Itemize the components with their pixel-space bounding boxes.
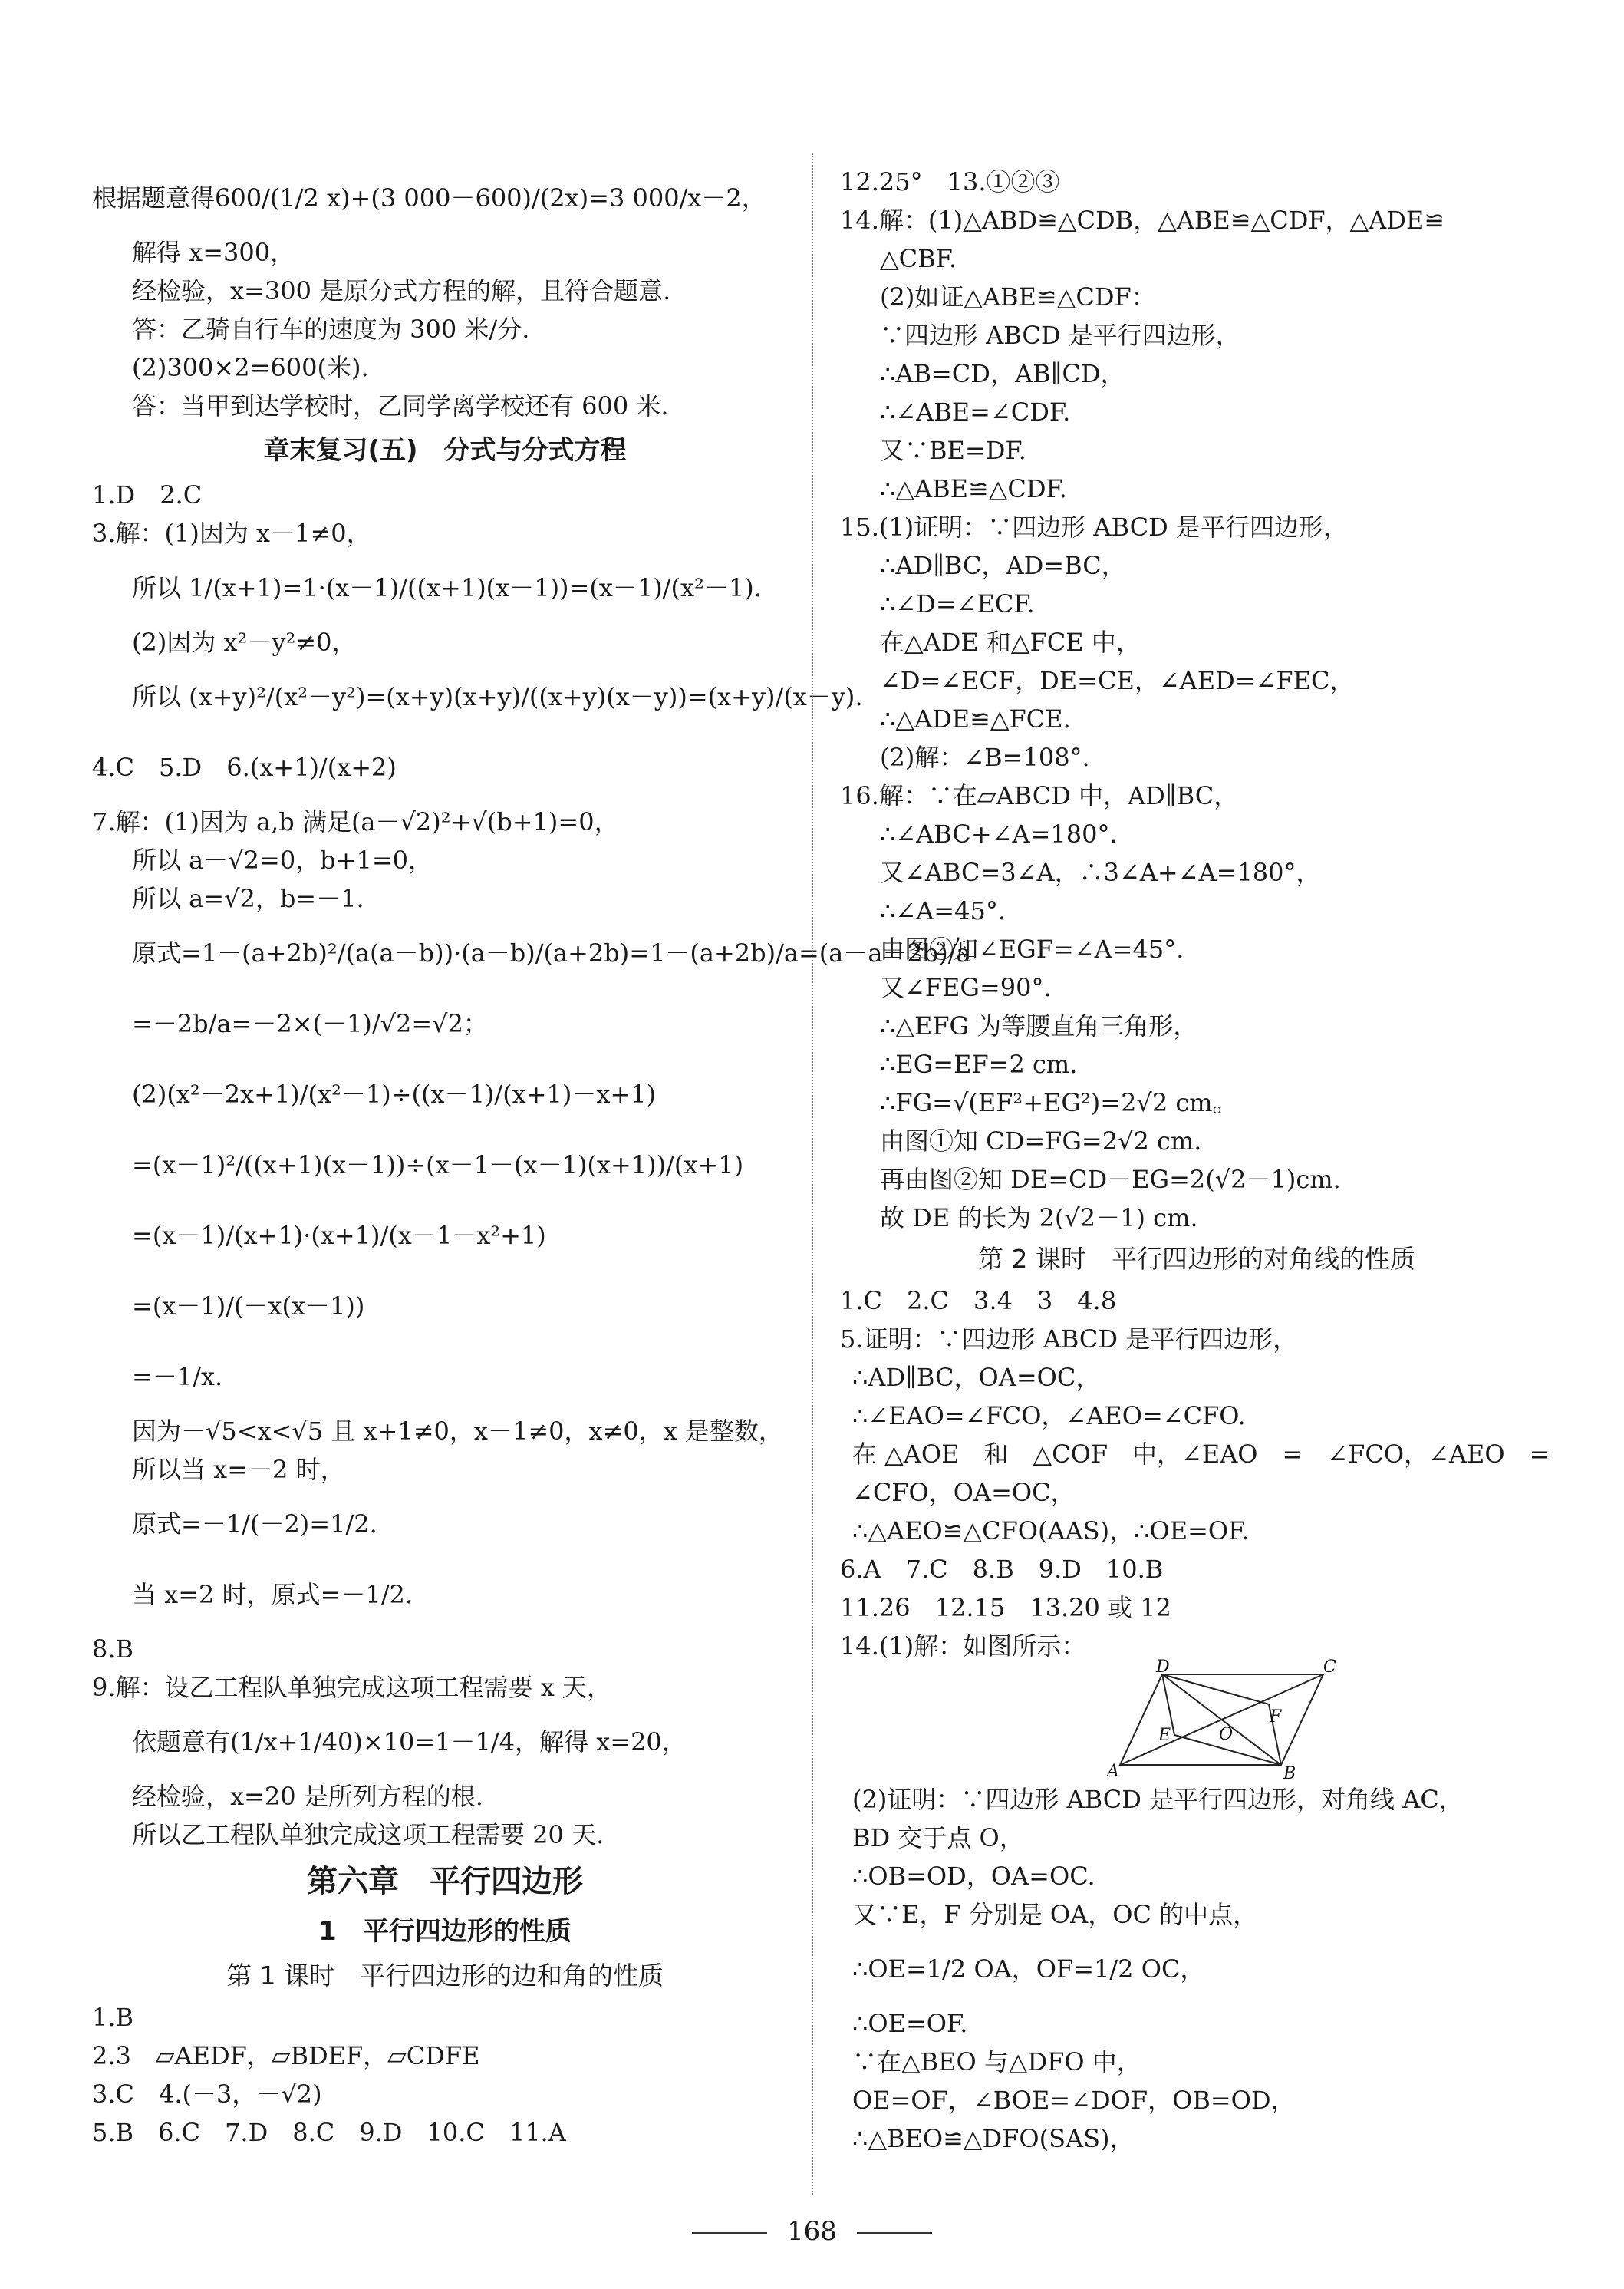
- right-line: ∴∠ABE=∠CDF.: [880, 397, 1071, 427]
- left-line: =(x－1)/(x+1)·(x+1)/(x－1－x²+1): [132, 1221, 546, 1250]
- left-line: 1.D 2.C: [92, 480, 203, 510]
- right-line: ∴OE=1/2 OA，OF=1/2 OC，: [852, 1954, 1205, 1984]
- right-line: ∴∠EAO=∠FCO，∠AEO=∠CFO.: [852, 1401, 1246, 1430]
- right-line: (2)如证△ABE≌△CDF：: [880, 282, 1156, 312]
- right-line: ∴EG=EF=2 cm.: [880, 1050, 1078, 1079]
- right-line: ∴OB=OD，OA=OC.: [852, 1862, 1095, 1891]
- label-E: E: [1158, 1726, 1171, 1745]
- right-line: ∴FG=√(EF²+EG²)=2√2 cm。: [880, 1088, 1237, 1117]
- left-line: 7.解：(1)因为 a,b 满足(a－√2)²+√(b+1)=0，: [92, 807, 619, 836]
- right-line: 故 DE 的长为 2(√2－1) cm.: [880, 1203, 1198, 1232]
- left-line: 第 1 课时 平行四边形的边和角的性质: [226, 1961, 664, 1991]
- left-line: 答：乙骑自行车的速度为 300 米/分.: [132, 315, 530, 344]
- left-line: 3.C 4.(－3，－√2): [92, 2080, 322, 2109]
- right-line: ∠CFO，OA=OC，: [852, 1478, 1076, 1507]
- right-line: ∴△ADE≌△FCE.: [880, 704, 1071, 734]
- right-line: ∵四边形 ABCD 是平行四边形，: [880, 321, 1240, 350]
- page-number: 168: [787, 2216, 837, 2247]
- right-line: 再由图②知 DE=CD－EG=2(√2－1)cm.: [880, 1165, 1341, 1194]
- right-line: ∴△AEO≌△CFO(AAS)，∴OE=OF.: [852, 1516, 1250, 1545]
- left-line: 原式=－1/(－2)=1/2.: [132, 1509, 377, 1539]
- left-line: 所以 a－√2=0，b+1=0，: [132, 846, 433, 875]
- left-line: 5.B 6.C 7.D 8.C 9.D 10.C 11.A: [92, 2118, 566, 2147]
- right-line: 又∵E，F 分别是 OA，OC 的中点，: [852, 1900, 1258, 1929]
- left-line: 所以 1/(x+1)=1·(x－1)/((x+1)(x－1))=(x－1)/(x²－1).: [132, 573, 762, 602]
- right-line: (2)解：∠B=108°.: [880, 743, 1090, 772]
- right-line: 由图②知∠EGF=∠A=45°.: [880, 935, 1184, 964]
- column-divider: [812, 153, 813, 2195]
- label-D: D: [1156, 1657, 1170, 1677]
- left-line: =－1/x.: [132, 1362, 223, 1391]
- right-line: 14.解：(1)△ABD≌△CDB，△ABE≌△CDF，△ADE≌: [840, 206, 1445, 235]
- right-line: 1.C 2.C 3.4 3 4.8: [840, 1286, 1117, 1315]
- left-line: 经检验，x=20 是所列方程的根.: [132, 1782, 483, 1811]
- left-line: 9.解：设乙工程队单独完成这项工程需要 x 天，: [92, 1673, 611, 1702]
- right-line: ∴∠A=45°.: [880, 896, 1006, 925]
- left-line: 根据题意得600/(1/2 x)+(3 000－600)/(2x)=3 000/x－2，: [92, 183, 766, 213]
- right-line: 又∠FEG=90°.: [880, 973, 1052, 1002]
- label-A: A: [1107, 1762, 1119, 1781]
- left-line: 当 x=2 时，原式=－1/2.: [132, 1580, 413, 1609]
- right-line: 5.证明：∵四边形 ABCD 是平行四边形，: [840, 1324, 1298, 1354]
- left-line: 2.3 ▱AEDF，▱BDEF，▱CDFE: [92, 2041, 480, 2070]
- left-dash: [692, 2232, 767, 2234]
- left-line: 4.C 5.D 6.(x+1)/(x+2): [92, 753, 397, 782]
- left-line: 3.解：(1)因为 x－1≠0，: [92, 519, 371, 548]
- right-line: 11.26 12.15 13.20 或 12: [840, 1593, 1171, 1622]
- right-line: ∴AD∥BC，AD=BC，: [880, 551, 1126, 580]
- left-line: 依题意有(1/x+1/40)×10=1－1/4，解得 x=20，: [132, 1727, 687, 1756]
- left-line: 所以 (x+y)²/(x²－y²)=(x+y)(x+y)/((x+y)(x－y))=(x+y)/(x－y).: [132, 682, 863, 711]
- left-line: =－2b/a=－2×(－1)/√2=√2；: [132, 1009, 488, 1038]
- left-line: =(x－1)/(－x(x－1)): [132, 1291, 365, 1321]
- right-line: ∠D=∠ECF，DE=CE，∠AED=∠FEC，: [880, 666, 1355, 695]
- left-line: 所以当 x=－2 时，: [132, 1455, 345, 1484]
- right-line: ∴△BEO≌△DFO(SAS)，: [852, 2124, 1135, 2153]
- right-line: △CBF.: [880, 244, 957, 273]
- left-line: 答：当甲到达学校时，乙同学离学校还有 600 米.: [132, 391, 669, 421]
- right-line: OE=OF，∠BOE=∠DOF，OB=OD，: [852, 2086, 1296, 2115]
- right-line: [840, 1657, 1553, 1783]
- right-line: ∴△EFG 为等腰直角三角形，: [880, 1011, 1198, 1041]
- left-line: 解得 x=300，: [132, 238, 295, 267]
- left-line: 1 平行四边形的性质: [318, 1916, 572, 1947]
- left-line: 所以 a=√2，b=－1.: [132, 884, 364, 913]
- left-line: 原式=1－(a+2b)²/(a(a－b))·(a－b)/(a+2b)=1－(a+2b)/a=(a－a－2b)/a: [132, 938, 971, 968]
- left-line: 因为－√5<x<√5 且 x+1≠0，x－1≠0，x≠0，x 是整数，: [132, 1417, 783, 1446]
- label-C: C: [1323, 1657, 1336, 1677]
- right-line: ∴∠D=∠ECF.: [880, 589, 1035, 618]
- right-line: 6.A 7.C 8.B 9.D 10.B: [840, 1555, 1164, 1584]
- right-line: 第 2 课时 平行四边形的对角线的性质: [978, 1244, 1415, 1274]
- right-line: ∵在△BEO 与△DFO 中，: [852, 2047, 1141, 2076]
- right-dash: [857, 2232, 932, 2234]
- left-line: 8.B: [92, 1634, 134, 1664]
- right-line: ∴AD∥BC，OA=OC，: [852, 1363, 1101, 1392]
- right-line: BD 交于点 O，: [852, 1823, 1024, 1852]
- left-line: 第六章 平行四边形: [307, 1864, 583, 1899]
- right-line: 15.(1)证明：∵四边形 ABCD 是平行四边形，: [840, 513, 1348, 542]
- label-O: O: [1219, 1725, 1234, 1744]
- right-line: ∴△ABE≌△CDF.: [880, 474, 1067, 503]
- right-line: 16.解：∵在▱ABCD 中，AD∥BC，: [840, 781, 1239, 810]
- right-line: 12.25° 13.①②③: [840, 167, 1060, 196]
- right-line: ∴∠ABC+∠A=180°.: [880, 820, 1118, 849]
- right-line: ∴OE=OF.: [852, 2009, 968, 2038]
- right-line: 在 △AOE 和 △COF 中，∠EAO = ∠FCO，∠AEO =: [852, 1440, 1550, 1469]
- right-line: 由图①知 CD=FG=2√2 cm.: [880, 1126, 1202, 1156]
- right-line: ∴AB=CD，AB∥CD，: [880, 359, 1125, 388]
- left-line: =(x－1)²/((x+1)(x－1))÷(x－1－(x－1)(x+1))/(x+1): [132, 1150, 744, 1179]
- left-line: (2)因为 x²－y²≠0，: [132, 628, 357, 657]
- right-line: 又∠ABC=3∠A，∴3∠A+∠A=180°，: [880, 858, 1321, 887]
- parallelogram-figure: [1107, 1657, 1346, 1783]
- label-F: F: [1270, 1707, 1282, 1727]
- page-number-footer: [0, 2216, 1624, 2247]
- left-line: 章末复习(五) 分式与分式方程: [263, 435, 627, 466]
- left-line: (2)(x²－2x+1)/(x²－1)÷((x－1)/(x+1)－x+1): [132, 1080, 657, 1109]
- right-column: [840, 163, 1553, 2158]
- right-line: 在△ADE 和△FCE 中，: [880, 628, 1141, 657]
- right-line: 又∵BE=DF.: [880, 436, 1026, 465]
- right-line: (2)证明：∵四边形 ABCD 是平行四边形，对角线 AC，: [852, 1785, 1464, 1814]
- left-line: 1.B: [92, 2003, 134, 2032]
- label-B: B: [1283, 1764, 1296, 1783]
- left-line: (2)300×2=600(米).: [132, 353, 369, 382]
- left-line: 所以乙工程队单独完成这项工程需要 20 天.: [132, 1820, 604, 1849]
- right-line: 14.(1)解：如图所示：: [840, 1631, 1086, 1661]
- left-line: 经检验，x=300 是原分式方程的解，且符合题意.: [132, 276, 671, 305]
